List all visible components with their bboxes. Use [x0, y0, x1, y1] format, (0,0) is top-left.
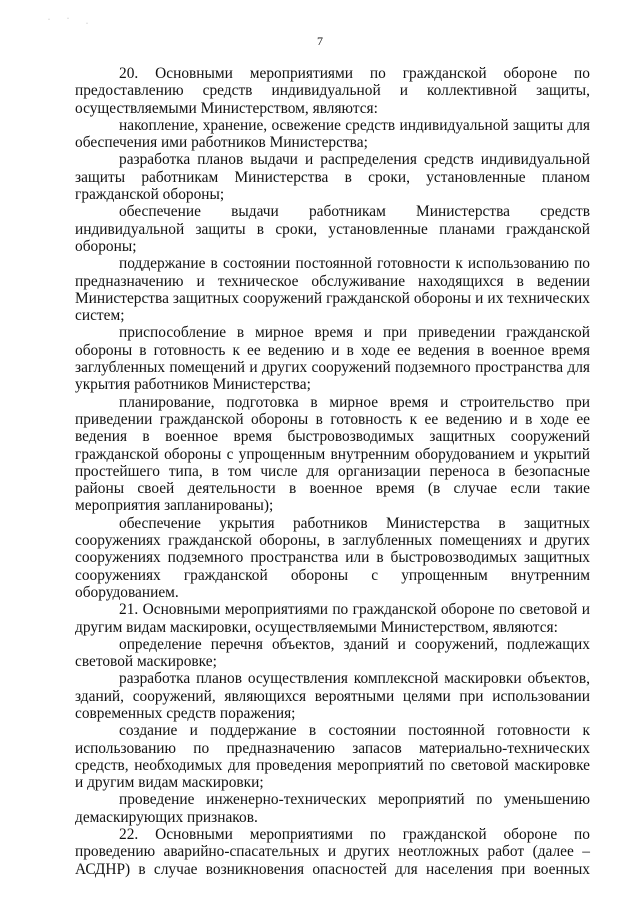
- paragraph: определение перечня объектов, зданий и сооружений, подлежащих световой маскировке;: [75, 635, 590, 671]
- page-number: 7: [317, 34, 323, 48]
- scan-speck: ·: [67, 16, 69, 22]
- paragraph: разработка планов выдачи и распределения средств индивидуальной защиты работникам Министерства в сроки, установленные планом гражданской обороны;: [75, 151, 590, 204]
- document-body: [75, 65, 590, 878]
- paragraph: обеспечение укрытия работников Министерства в защитных сооружениях гражданской обороны, в заглубленных помещениях и других сооружениях подземного пространства или в быстровозводимых защитных сооружениях гражданской обороны с упрощенным внутренним оборудованием.: [75, 514, 590, 601]
- paragraph: 20. Основными мероприятиями по гражданской обороне по предоставлению средств индивидуальной и коллективной защиты, осуществляемыми Министерством, являются:: [75, 65, 590, 117]
- paragraph: приспособление в мирное время и при приведении гражданской обороны в готовность к ее ведению и в ходе ее ведения в военное время заглубленных помещений и других сооружений подземного пространства для укрытия работников Министерства;: [75, 324, 590, 394]
- scan-speck: ·: [48, 17, 50, 23]
- paragraph: обеспечение выдачи работникам Министерства средств индивидуальной защиты в сроки, установленные планами гражданской обороны;: [75, 203, 590, 255]
- paragraph: создание и поддержание в состоянии постоянной готовности к использованию по предназначению запасов материально-технических средств, необходимых для проведения мероприятий по световой маскировке и другим видам маскировки;: [75, 722, 590, 792]
- paragraph: поддержание в состоянии постоянной готовности к использованию по предназначению и техническое обслуживание находящихся в ведении Министерства защитных сооружений гражданской обороны и их технических систем;: [75, 255, 590, 325]
- paragraph: разработка планов осуществления комплексной маскировки объектов, зданий, сооружений, являющихся вероятными целями при использовании современных средств поражения;: [75, 670, 590, 722]
- paragraph: проведение инженерно-технических мероприятий по уменьшению демаскирующих признаков.: [75, 791, 590, 826]
- paragraph: 21. Основными мероприятиями по гражданской обороне по световой и другим видам маскировки, осуществляемыми Министерством, являются:: [75, 601, 590, 636]
- scan-speck: ·: [86, 21, 88, 27]
- paragraph: 22. Основными мероприятиями по гражданской обороне по проведению аварийно-спасательных и других неотложных работ (далее – АСДНР) в случае возникновения опасностей для населения при военных: [75, 826, 590, 878]
- paragraph: планирование, подготовка в мирное время и строительство при приведении гражданской обороны в готовность к ее ведению и в ходе ее ведения в военное время быстровозводимых защитных сооружений гражданской обороны с упрощенным внутренним оборудованием и укрытий простейшего типа, в том числе для организации переноса в безопасные районы своей деятельности в военное время (в случае если такие мероприятия запланированы);: [75, 393, 590, 515]
- paragraph: накопление, хранение, освежение средств индивидуальной защиты для обеспечения ими работников Министерства;: [75, 116, 590, 152]
